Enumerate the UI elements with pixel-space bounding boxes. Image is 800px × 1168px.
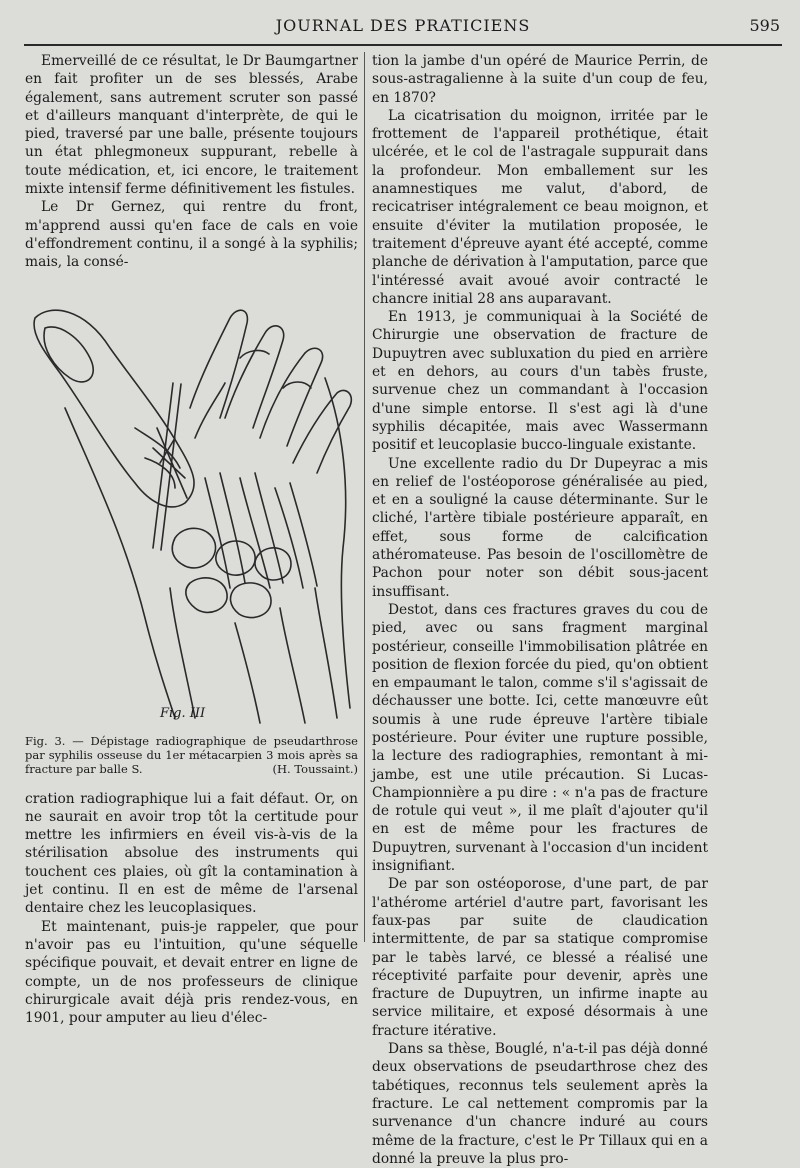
paragraph: Une excellente radio du Dr Dupeyrac a mis en relief de l'ostéoporose généralisée au pied, et en a souligné la cause déterminante. Sur le cliché, l'artère tibiale postérieure apparaît, en effet, sous forme de calcification athéromateuse. Pas besoin de l'oscillomètre de Pachon pour noter son débit sous-jacent insuffisant.: [372, 455, 708, 600]
caption-text: Fig. 3. — Dépistage radiographique de pseudarthrose par syphilis osseuse du 1er métacarpien 3 mois après sa fracture par balle S.: [25, 733, 358, 776]
journal-title: JOURNAL DES PRATICIENS: [275, 16, 531, 35]
paragraph: La cicatrisation du moignon, irritée par le frottement de l'appareil prothétique, était ulcérée, et le col de l'astragale suppurait dans la profondeur. Mon emballement sur les anamnestiques me valut, d'abord, de recicatriser intégralement ce beau moignon, et ensuite d'éviter la mutilation proposée, le traitement d'épreuve ayant été accepté, comme planche de dérivation à l'amputation, parce que l'intéressé avait avoué avoir contracté le chancre initial 28 ans auparavant.: [372, 107, 708, 307]
caption-credit: (H. Toussaint.): [272, 761, 358, 776]
right-column: [372, 52, 708, 1168]
left-column: [25, 52, 358, 1027]
hand-sketch-illustration: [25, 288, 358, 728]
paragraph: Et maintenant, puis-je rappeler, que pour n'avoir pas eu l'intuition, qu'une séquelle spécifique pouvait, et devait entrer en ligne de compte, un de nos professeurs de clinique chirurgicale avait déjà pris rendez-vous, en 1901, pour amputer au lieu d'élec-: [25, 918, 358, 1027]
paragraph: En 1913, je communiquai à la Société de Chirurgie une observation de fracture de Dupuytren avec subluxation du pied en arrière et en dehors, au cours d'un tabès fruste, survenue chez un commandant à l'occasion d'une simple entorse. Il s'est agi là d'une syphilis décapitée, mais avec Wassermann positif et leucoplasie bucco-linguale existante.: [372, 309, 708, 454]
hand-radiograph-figure: [25, 288, 358, 728]
running-header: [24, 14, 782, 46]
paragraph: Dans sa thèse, Bouglé, n'a-t-il pas déjà donné deux observations de pseudarthrose chez des tabétiques, reconnus tels seulement après la fracture. Le cal nettement compromis par la survenance d'un chancre induré au cours même de la fracture, c'est le Pr Tillaux qui en a donné la preuve la plus pro-: [372, 1041, 708, 1167]
paragraph: tion la jambe d'un opéré de Maurice Perrin, de sous-astragalienne à la suite d'un coup de feu, en 1870?: [372, 53, 708, 106]
paragraph: cration radiographique lui a fait défaut. Or, on ne saurait en avoir trop tôt la certitude pour mettre les infirmiers en éveil vis-à-vis de la stérilisation absolue des instruments qui touchent ces plaies, où gît la contamination à jet continu. Il en est de même de l'arsenal dentaire chez les leucoplasiques.: [25, 790, 358, 917]
figure-label: Fig. III: [160, 705, 206, 721]
column-divider: [364, 52, 365, 942]
paragraph: Emerveillé de ce résultat, le Dr Baumgartner en fait profiter un de ses blessés, Arabe également, sans autrement scruter son passé et d'ailleurs manquant d'interprète, de qui le pied, traversé par une balle, présente toujours un état phlegmoneux suppurant, rebelle à toute médication, et, ici encore, le traitement mixte intensif ferme définitivement les fistules.: [25, 53, 358, 198]
paragraph: Destot, dans ces fractures graves du cou de pied, avec ou sans fragment marginal postérieur, conseille l'immobilisation plâtrée en position de flexion forcée du pied, qu'on obtient en empaumant le talon, comme s'il s'agissait de déchausser une botte. Ici, cette manœuvre eût soumis à une rude épreuve l'artère tibiale postérieure. Pour éviter une rupture possible, la lecture des radiographies, remontant à mi-jambe, est une utile précaution. Si Lucas-Championnière a pu dire : « n'a pas de fracture de rotule qui veut », il me plaît d'ajouter qu'il en est de même pour les fractures de Dupuytren, survenant à l'occasion d'un incident insignifiant.: [372, 601, 708, 875]
paragraph: De par son ostéoporose, d'une part, de par l'athérome artériel d'autre part, favorisant les faux-pas par suite de claudication intermittente, de par sa statique compromise par le tabès larvé, ce blessé a réalisé une réceptivité parfaite pour devenir, après une fracture de Dupuytren, un infirme inapte au service militaire, et exposé désormais à une fracture itérative.: [372, 876, 708, 1039]
figure-caption: [25, 734, 358, 776]
page-number: 595: [749, 16, 780, 35]
paragraph: Le Dr Gernez, qui rentre du front, m'apprend aussi qu'en face de cals en voie d'effondrement continu, il a songé à la syphilis; mais, la consé-: [25, 199, 358, 271]
